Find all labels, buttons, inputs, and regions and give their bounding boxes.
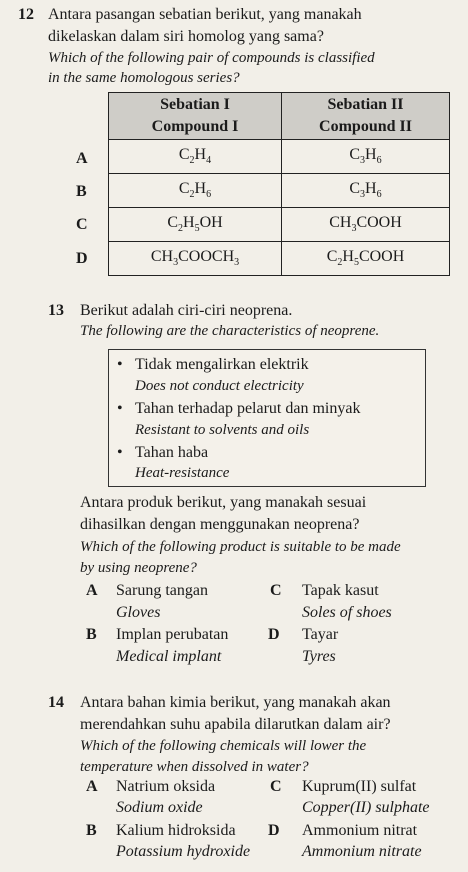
bullet-text-en: Does not conduct electricity bbox=[135, 378, 304, 394]
option-label-a[interactable]: A bbox=[76, 150, 88, 167]
option-text-ms[interactable]: Ammonium nitrat bbox=[302, 822, 418, 839]
question-number: 12 bbox=[18, 6, 34, 23]
bullet-text-en: Resistant to solvents and oils bbox=[135, 422, 310, 438]
header-ms: Sebatian I bbox=[160, 96, 230, 113]
option-label-c[interactable]: C bbox=[76, 216, 88, 233]
option-text-ms[interactable]: Natrium oksida bbox=[116, 778, 216, 795]
option-text-en[interactable]: Medical implant bbox=[116, 648, 222, 665]
bullet-icon: • bbox=[117, 400, 123, 417]
question-text-ms: dikelaskan dalam siri homolog yang sama? bbox=[48, 28, 324, 45]
question-text-ms: merendahkan suhu apabila dilarutkan dalam air? bbox=[80, 716, 391, 733]
header-ms: Sebatian II bbox=[327, 96, 404, 113]
formula-cell: $CH_3COOCH_3$ bbox=[109, 242, 282, 276]
compound-table bbox=[108, 92, 450, 276]
table-row bbox=[109, 242, 450, 276]
option-text-en[interactable]: Soles of shoes bbox=[302, 604, 392, 621]
option-label-a[interactable]: A bbox=[86, 778, 98, 795]
formula-cell: $C_2H_4$ bbox=[109, 140, 282, 174]
bullet-icon: • bbox=[117, 444, 123, 461]
question-text-ms: Antara produk berikut, yang manakah sesuai bbox=[80, 494, 367, 511]
option-text-ms[interactable]: Implan perubatan bbox=[116, 626, 229, 643]
characteristics-box bbox=[108, 349, 426, 487]
question-text-ms: Antara bahan kimia berikut, yang manakah akan bbox=[80, 694, 391, 711]
table-header-compound-2 bbox=[282, 93, 450, 140]
formula-cell: $C_2H_5COOH$ bbox=[282, 242, 450, 276]
option-text-en[interactable]: Ammonium nitrate bbox=[302, 843, 422, 860]
bullet-text-ms: Tidak mengalirkan elektrik bbox=[135, 356, 309, 373]
option-text-en[interactable]: Potassium hydroxide bbox=[116, 843, 251, 860]
formula-cell: $CH_3COOH$ bbox=[282, 208, 450, 242]
option-text-en[interactable]: Gloves bbox=[116, 604, 161, 621]
option-label-d[interactable]: D bbox=[268, 626, 280, 643]
question-text-ms: dihasilkan dengan menggunakan neoprena? bbox=[80, 516, 360, 533]
bullet-icon: • bbox=[117, 356, 123, 373]
table-row bbox=[109, 174, 450, 208]
option-label-a[interactable]: A bbox=[86, 582, 98, 599]
question-text-en: Which of the following pair of compounds is classified bbox=[48, 50, 375, 66]
question-text-en: temperature when dissolved in water? bbox=[80, 759, 309, 775]
formula-cell: $C_3H_6$ bbox=[282, 140, 450, 174]
option-text-ms[interactable]: Tapak kasut bbox=[302, 582, 379, 599]
option-text-ms[interactable]: Kuprum(II) sulfat bbox=[302, 778, 417, 795]
table-header-compound-1 bbox=[109, 93, 282, 140]
question-text-en: Which of the following product is suitable to be made bbox=[80, 539, 401, 555]
question-text-en: by using neoprene? bbox=[80, 560, 197, 576]
option-text-ms[interactable]: Kalium hidroksida bbox=[116, 822, 236, 839]
option-label-b[interactable]: B bbox=[86, 626, 97, 643]
option-text-en[interactable]: Tyres bbox=[302, 648, 336, 665]
table-row bbox=[109, 140, 450, 174]
intro-en: The following are the characteristics of neoprene. bbox=[80, 323, 380, 339]
option-text-ms[interactable]: Sarung tangan bbox=[116, 582, 208, 599]
table-row bbox=[109, 208, 450, 242]
intro-ms: Berikut adalah ciri-ciri neoprena. bbox=[80, 302, 293, 319]
bullet-text-ms: Tahan haba bbox=[135, 444, 209, 461]
question-text-ms: Antara pasangan sebatian berikut, yang manakah bbox=[48, 6, 362, 23]
question-number: 14 bbox=[48, 694, 64, 711]
option-label-d[interactable]: D bbox=[268, 822, 280, 839]
formula-cell: $C_3H_6$ bbox=[282, 174, 450, 208]
bullet-text-ms: Tahan terhadap pelarut dan minyak bbox=[135, 400, 361, 417]
option-label-d[interactable]: D bbox=[76, 250, 88, 267]
header-en: Compound I bbox=[151, 118, 239, 135]
question-number: 13 bbox=[48, 302, 64, 319]
question-text-en: in the same homologous series? bbox=[48, 70, 240, 86]
option-text-ms[interactable]: Tayar bbox=[302, 626, 339, 643]
question-text-en: Which of the following chemicals will lower the bbox=[80, 738, 367, 754]
bullet-text-en: Heat-resistance bbox=[135, 465, 230, 481]
formula-cell: $C_2H_6$ bbox=[109, 174, 282, 208]
option-label-b[interactable]: B bbox=[76, 183, 87, 200]
header-en: Compound II bbox=[319, 118, 412, 135]
option-label-c[interactable]: C bbox=[270, 778, 282, 795]
option-label-c[interactable]: C bbox=[270, 582, 282, 599]
option-text-en[interactable]: Copper(II) sulphate bbox=[302, 799, 430, 816]
formula-cell: $C_2H_5OH$ bbox=[109, 208, 282, 242]
option-text-en[interactable]: Sodium oxide bbox=[116, 799, 203, 816]
option-label-b[interactable]: B bbox=[86, 822, 97, 839]
